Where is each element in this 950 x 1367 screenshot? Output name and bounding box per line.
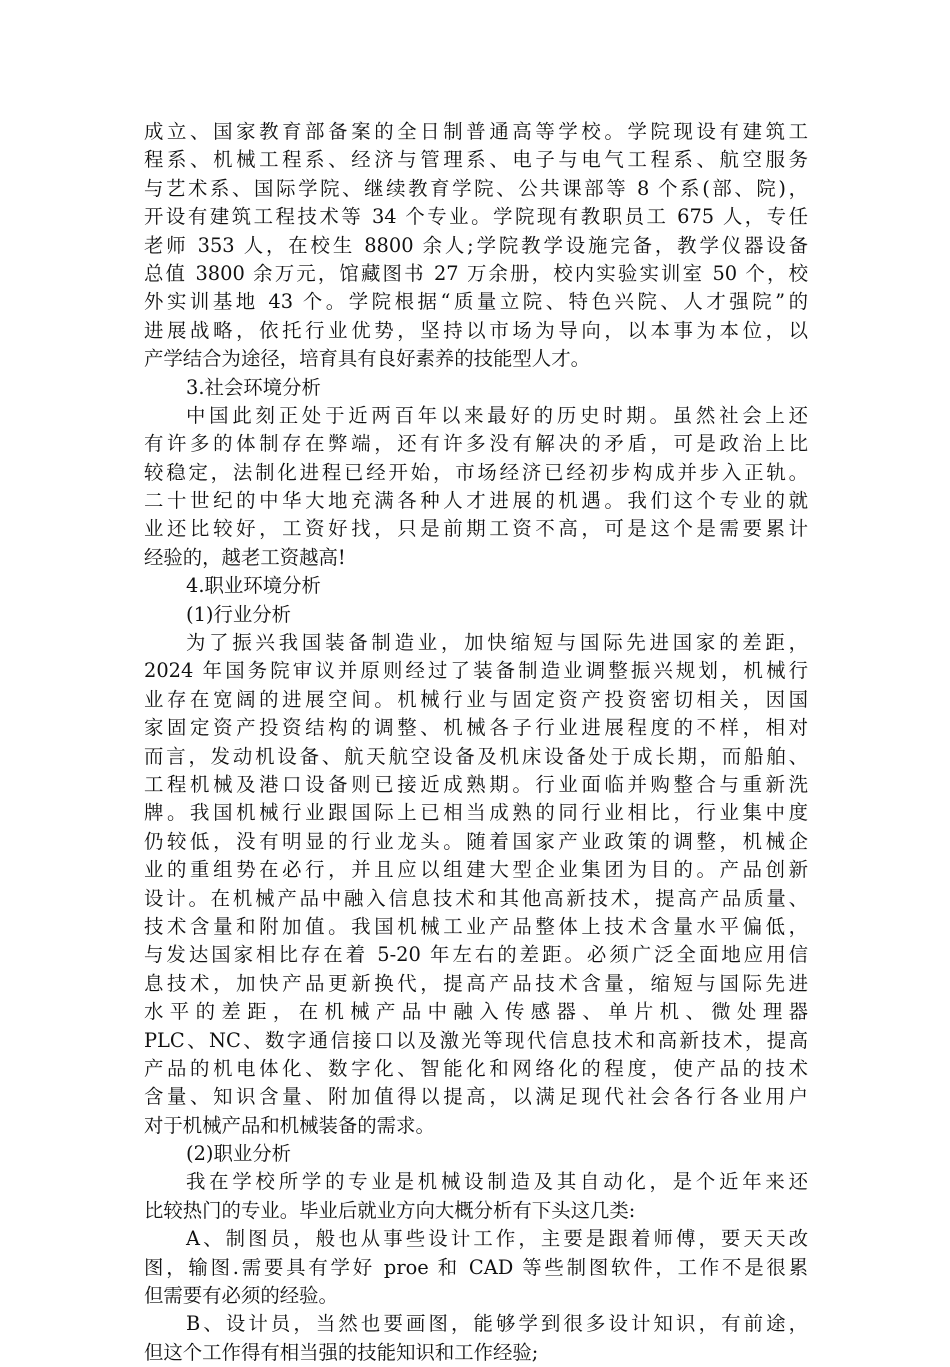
text-line: 家固定资产投资结构的调整、机械各子行业进展程度的不样，相对 <box>144 716 808 740</box>
text-line: 与发达国家相比存在着 5-20 年左右的差距。必须广泛全面地应用信 <box>144 943 808 967</box>
text-line: 成立、国家教育部备案的全日制普通高等学校。学院现设有建筑工 <box>144 120 808 143</box>
text-line: 产学结合为途径，培育具有良好素养的技能型人才。 <box>144 347 590 371</box>
text-line: B、设计员，当然也要画图，能够学到很多设计知识，有前途， <box>186 1312 808 1336</box>
text-line: 业存在宽阔的进展空间。机械行业与固定资产投资密切相关，因国 <box>144 687 808 711</box>
text-line: 业的重组势在必行，并且应以组建大型企业集团为目的。产品创新 <box>144 858 808 882</box>
text-line: 进展战略，依托行业优势，坚持以市场为导向，以本事为本位，以 <box>144 318 808 342</box>
section-heading: (2)职业分析 <box>186 1142 292 1166</box>
text-line: 程系、机械工程系、经济与管理系、电子与电气工程系、航空服务 <box>144 148 808 172</box>
text-line: 水平的差距，在机械产品中融入传感器、单片机、微处理器 <box>144 1000 808 1024</box>
text-line: 技术含量和附加值。我国机械工业产品整体上技术含量水平偏低， <box>144 914 808 938</box>
text-line: 比较热门的专业。毕业后就业方向大概分析有下头这几类: <box>144 1198 636 1222</box>
text-line: 而言，发动机设备、航天航空设备及机床设备处于成长期，而船舶、 <box>144 744 808 768</box>
document-body <box>144 118 808 1367</box>
section-heading: (1)行业分析 <box>186 602 292 626</box>
text-line: 我在学校所学的专业是机械设制造及其自动化，是个近年来还 <box>186 1170 808 1194</box>
text-line: 含量、知识含量、附加值得以提高，以满足现代社会各行各业用户 <box>144 1085 808 1109</box>
text-line: 牌。我国机械行业跟国际上已相当成熟的同行业相比，行业集中度 <box>144 801 808 825</box>
section-heading: 4.职业环境分析 <box>186 574 321 598</box>
text-line: 与艺术系、国际学院、继续教育学院、公共课部等 8 个系(部、院)， <box>144 176 808 200</box>
text-line: 中国此刻正处于近两百年以来最好的历史时期。虽然社会上还 <box>186 403 808 427</box>
text-line: 对于机械产品和机械装备的需求。 <box>144 1113 435 1137</box>
text-line: 老师 353 人，在校生 8800 余人;学院教学设施完备，教学仪器设备 <box>144 233 808 257</box>
text-line: 息技术，加快产品更新换代，提高产品技术含量，缩短与国际先进 <box>144 971 808 995</box>
text-line: 外实训基地 43 个。学院根据“质量立院、特色兴院、人才强院”的 <box>144 290 808 314</box>
text-line: 产品的机电体化、数字化、智能化和网络化的程度，使产品的技术 <box>144 1056 808 1080</box>
text-line: 较稳定，法制化进程已经开始，市场经济已经初步构成并步入正轨。 <box>144 460 808 484</box>
text-line: 但需要有必须的经验。 <box>144 1284 338 1308</box>
text-line: 图，输图.需要具有学好 proe 和 CAD 等些制图软件，工作不是很累 <box>144 1255 808 1279</box>
text-line: 二十世纪的中华大地充满各种人才进展的机遇。我们这个专业的就 <box>144 489 808 513</box>
text-line: 有许多的体制存在弊端，还有许多没有解决的矛盾，可是政治上比 <box>144 432 808 456</box>
section-heading: 3.社会环境分析 <box>186 375 321 399</box>
text-line: A、制图员，般也从事些设计工作，主要是跟着师傅，要天天改 <box>186 1227 808 1251</box>
text-line: 工程机械及港口设备则已接近成熟期。行业面临并购整合与重新洗 <box>144 772 808 796</box>
text-line: 但这个工作得有相当强的技能知识和工作经验; <box>144 1340 539 1364</box>
text-line: 开设有建筑工程技术等 34 个专业。学院现有教职员工 675 人，专任 <box>144 205 808 229</box>
text-line: 经验的，越老工资越高! <box>144 545 346 569</box>
text-line: 总值 3800 余万元，馆藏图书 27 万余册，校内实验实训室 50 个，校 <box>144 261 808 285</box>
text-line: 设计。在机械产品中融入信息技术和其他高新技术，提高产品质量、 <box>144 886 808 910</box>
text-line: 仍较低，没有明显的行业龙头。随着国家产业政策的调整，机械企 <box>144 829 808 853</box>
text-line: 为了振兴我国装备制造业，加快缩短与国际先进国家的差距， <box>186 631 808 655</box>
text-line: PLC、NC、数字通信接口以及激光等现代信息技术和高新技术，提高 <box>144 1028 808 1052</box>
text-line: 业还比较好，工资好找，只是前期工资不高，可是这个是需要累计 <box>144 517 808 541</box>
text-line: 2024 年国务院审议并原则经过了装备制造业调整振兴规划，机械行 <box>144 659 808 683</box>
